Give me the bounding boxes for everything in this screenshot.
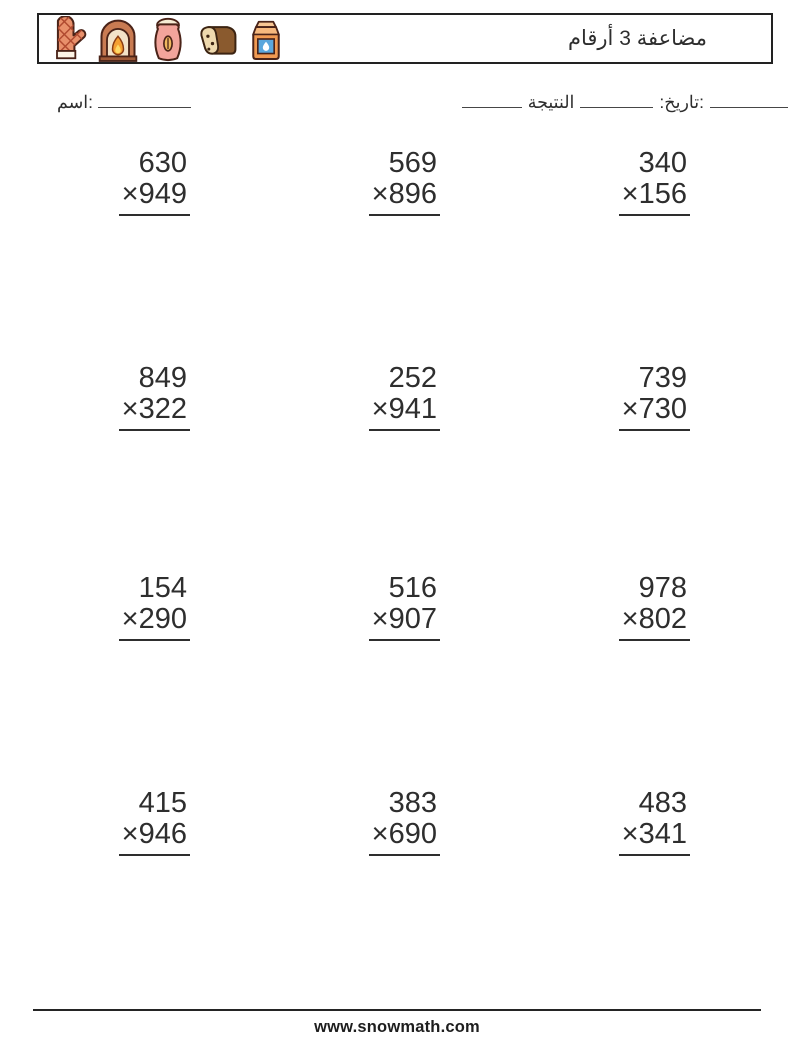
date-result-fields [462, 92, 788, 113]
result-label: النتيجة [527, 92, 575, 112]
multiplier-row: ×949 [119, 179, 190, 216]
multiplier-row: ×322 [119, 394, 190, 431]
problem-11 [369, 788, 440, 856]
fields-row [0, 92, 794, 116]
multiplicand: 154 [138, 572, 187, 604]
multiplicand: 978 [638, 572, 687, 604]
problem-6 [619, 363, 690, 431]
name-label: اسم: [57, 92, 94, 112]
multiplicand: 739 [638, 362, 687, 394]
problem-7 [119, 573, 190, 641]
multiplicand: 630 [138, 147, 187, 179]
multiplicand: 483 [638, 787, 687, 819]
oven-icon [96, 16, 140, 62]
problems-grid [40, 148, 690, 868]
header-icons [39, 16, 286, 62]
problem-12 [619, 788, 690, 856]
milk-carton-icon [246, 16, 286, 62]
multiplicand: 516 [388, 572, 437, 604]
name-blank-line [98, 94, 191, 108]
multiplier-row: ×907 [369, 604, 440, 641]
multiplier-row: ×941 [369, 394, 440, 431]
result-blank-line [462, 94, 522, 108]
bread-loaf-icon [196, 16, 240, 62]
multiplier-row: ×896 [369, 179, 440, 216]
multiplicand: 569 [388, 147, 437, 179]
header-box [37, 13, 773, 64]
multiplicand: 383 [388, 787, 437, 819]
date-label: :تاريخ: [659, 92, 704, 112]
footer-website: www.snowmath.com [314, 1018, 480, 1036]
multiplier-row: ×690 [369, 819, 440, 856]
date-blank-line [710, 94, 788, 108]
problem-3 [619, 148, 690, 216]
multiplicand: 849 [138, 362, 187, 394]
multiplier-row: ×156 [619, 179, 690, 216]
multiplicand: 415 [138, 787, 187, 819]
name-field [57, 92, 191, 113]
problem-8 [369, 573, 440, 641]
problem-1 [119, 148, 190, 216]
multiplier-row: ×802 [619, 604, 690, 641]
multiplicand: 252 [388, 362, 437, 394]
problem-2 [369, 148, 440, 216]
problem-9 [619, 573, 690, 641]
multiplier-row: ×946 [119, 819, 190, 856]
footer-divider [33, 1009, 761, 1011]
page-title: مضاعفة 3 أرقام [567, 27, 707, 50]
flour-sack-icon [146, 16, 190, 62]
problem-10 [119, 788, 190, 856]
date-blank-line-left [580, 94, 653, 108]
problem-4 [119, 363, 190, 431]
multiplier-row: ×290 [119, 604, 190, 641]
oven-mitt-icon [46, 16, 90, 62]
multiplier-row: ×730 [619, 394, 690, 431]
multiplicand: 340 [638, 147, 687, 179]
multiplier-row: ×341 [619, 819, 690, 856]
problem-5 [369, 363, 440, 431]
